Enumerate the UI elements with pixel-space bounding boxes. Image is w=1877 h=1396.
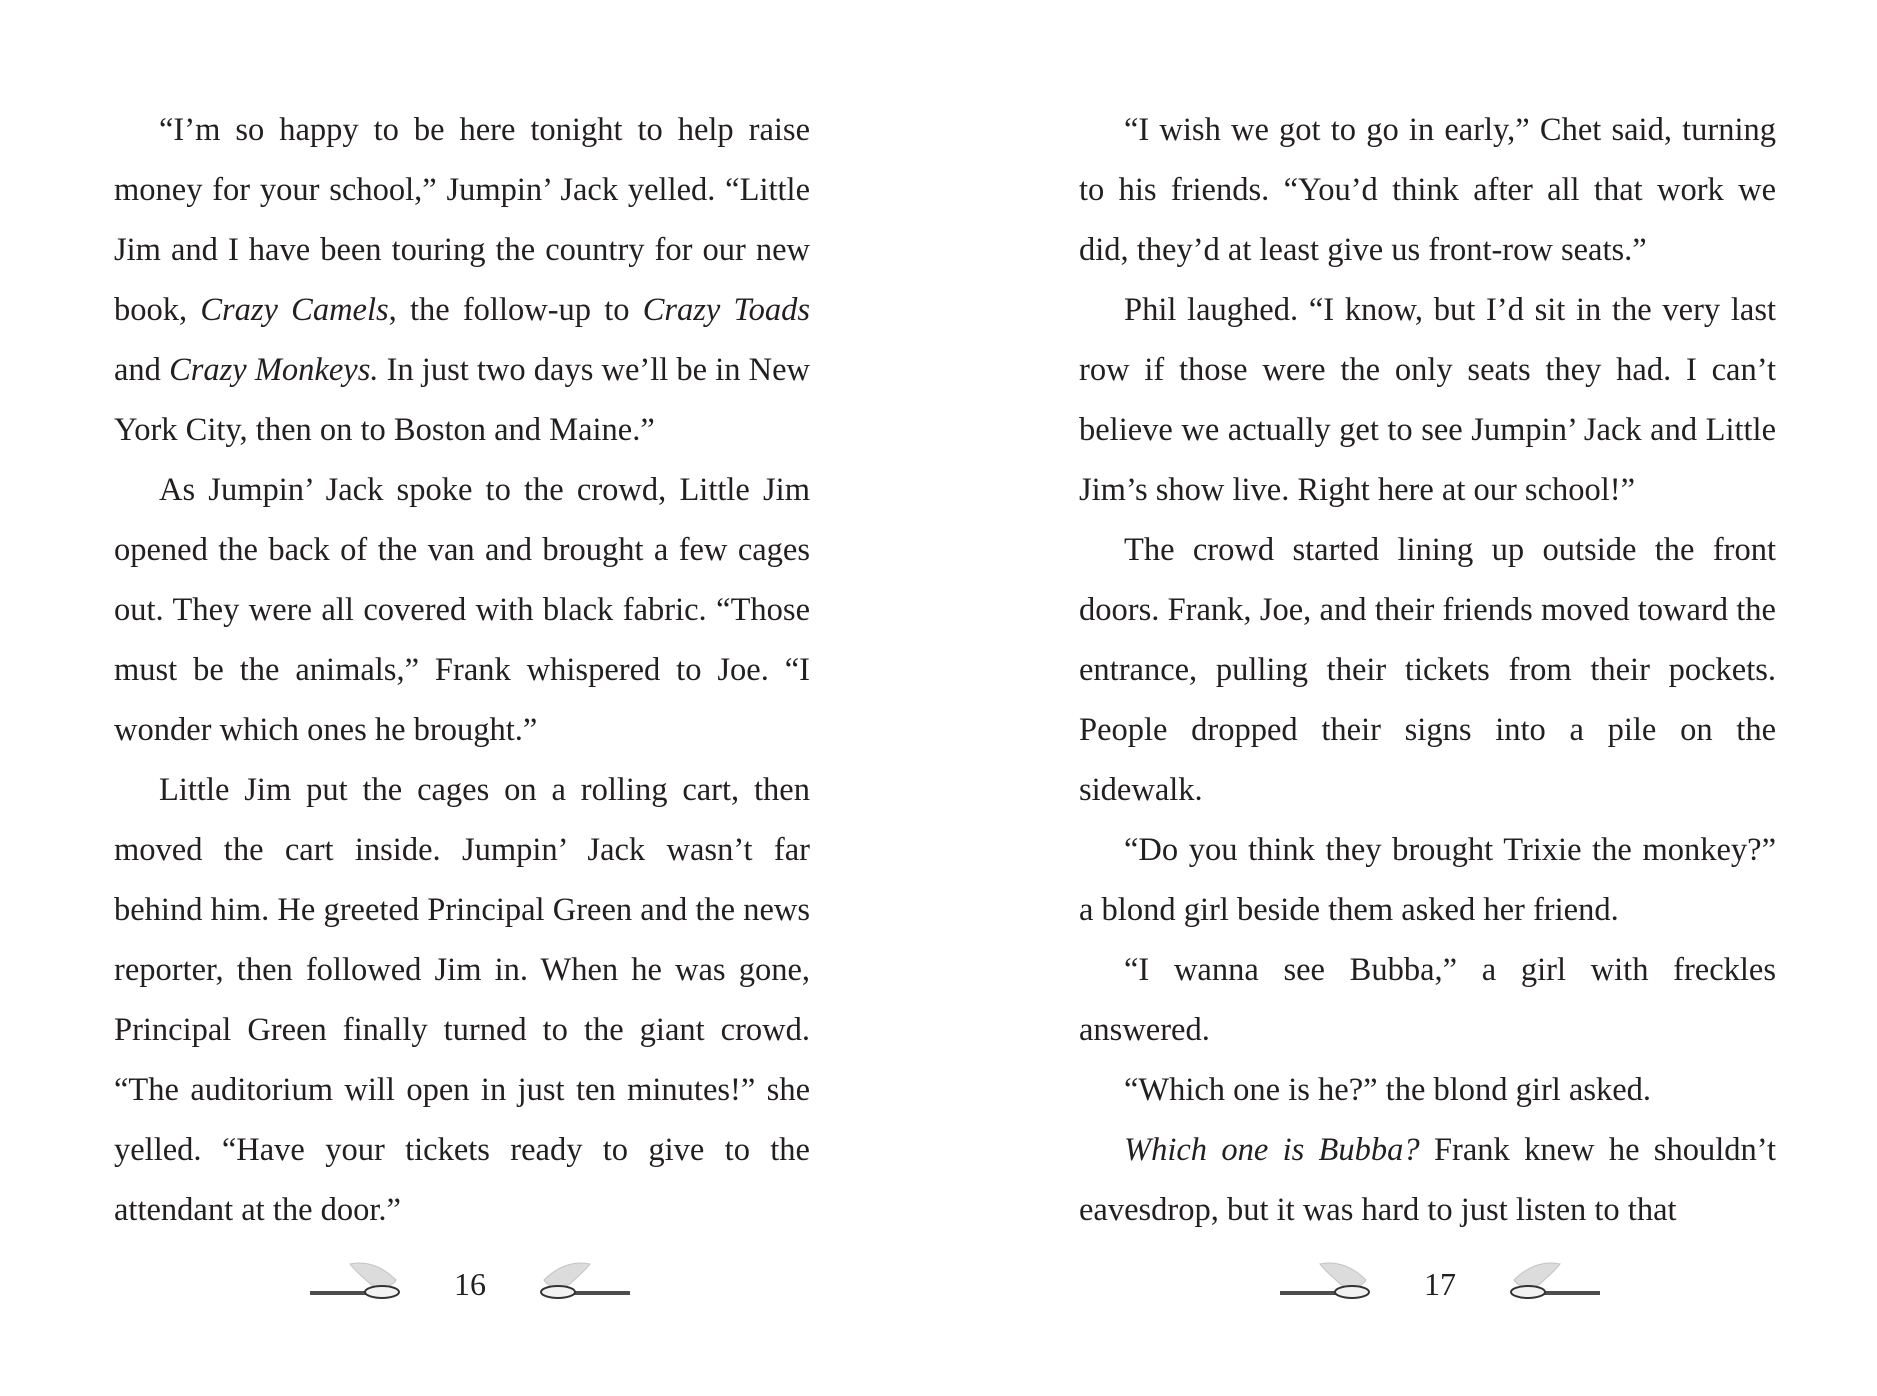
italic-text: Crazy Camels — [200, 292, 389, 328]
butterfly-net-icon — [520, 1260, 630, 1310]
paragraph — [1079, 1060, 1776, 1120]
text-run: “I wanna see Bubba,” a girl with freckles answered. — [1079, 952, 1776, 1048]
text-run: , the follow-up to — [388, 292, 643, 328]
text-run: Phil laughed. “I know, but I’d sit in the very last row if those were the only seats they had. I can’t believe we actually get to see Jumpin’ Jack and Little Jim’s show live. Right here at our school!” — [1079, 292, 1776, 508]
paragraph — [1079, 1120, 1776, 1240]
paragraph — [1079, 280, 1776, 520]
text-run: “I wish we got to go in early,” Chet said, turning to his friends. “You’d think after all that work we did, they’d at least give us front-row seats.” — [1079, 112, 1776, 268]
right-page-text — [1079, 100, 1776, 1240]
italic-text: Crazy Monkeys. — [169, 352, 379, 388]
text-run: As Jumpin’ Jack spoke to the crowd, Little Jim opened the back of the van and brought a few cages out. They were all covered with black fabric. “Those must be the animals,” Frank whispered to Joe. “I wonder which ones he brought.” — [114, 472, 810, 748]
paragraph — [114, 760, 810, 1240]
paragraph — [114, 100, 810, 460]
page-number: 17 — [1424, 1266, 1456, 1302]
paragraph — [1079, 520, 1776, 820]
text-run: The crowd started lining up outside the front doors. Frank, Joe, and their friends moved toward the entrance, pulling their tickets from their pockets. People dropped their signs into a pile on the sidewalk. — [1079, 532, 1776, 808]
italic-text: Which one is Bubba? — [1124, 1132, 1420, 1168]
butterfly-net-icon — [1490, 1260, 1600, 1310]
italic-text: Crazy Toads — [642, 292, 811, 328]
text-run: and — [114, 352, 170, 388]
paragraph — [114, 460, 810, 760]
left-page-text — [114, 100, 810, 1240]
text-run: “Do you think they brought Trixie the monkey?” a blond girl beside them asked her friend. — [1079, 832, 1776, 928]
text-run: In just two days we’ll be in New York City, then on to Boston and Maine.” — [114, 352, 810, 448]
right-page — [938, 0, 1877, 1396]
text-run: “I’m so happy to be here tonight to help raise money for your school,” Jumpin’ Jack yelled. “Little Jim and I have been touring the country for our new book, — [114, 112, 810, 328]
paragraph — [1079, 940, 1776, 1060]
left-page — [0, 0, 938, 1396]
page-number: 16 — [454, 1266, 486, 1302]
paragraph — [1079, 820, 1776, 940]
left-page-footer — [310, 1260, 630, 1310]
right-page-footer — [1280, 1260, 1600, 1310]
paragraph — [1079, 100, 1776, 280]
text-run: Frank knew he shouldn’t eavesdrop, but it was hard to just listen to that — [1079, 1132, 1776, 1228]
text-run: Little Jim put the cages on a rolling cart, then moved the cart inside. Jumpin’ Jack wasn’t far behind him. He greeted Principal Green and the news reporter, then followed Jim in. When he was gone, Principal Green finally turned to the giant crowd. “The auditorium will open in just ten minutes!” she yelled. “Have your tickets ready to give to the attendant at the door.” — [114, 772, 810, 1228]
text-run: “Which one is he?” the blond girl asked. — [1124, 1072, 1652, 1108]
